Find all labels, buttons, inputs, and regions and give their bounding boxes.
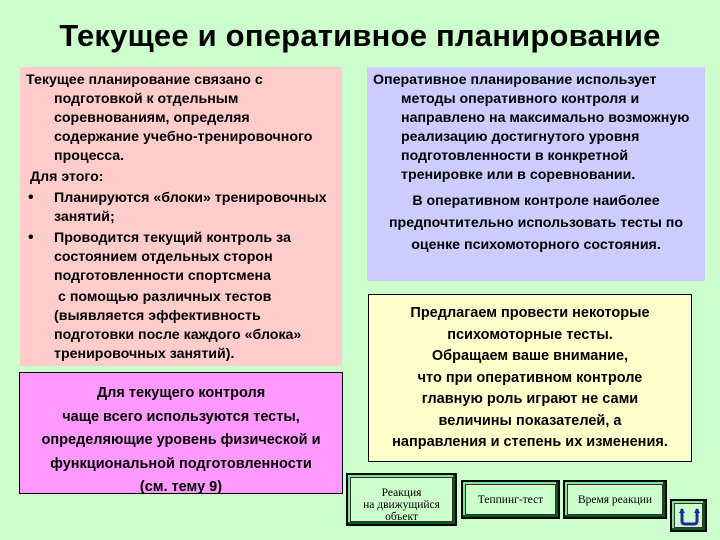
return-button[interactable] — [670, 499, 707, 532]
operative-planning-text: Оперативное планирование использует методы оперативного контроля и направлено на максимально возможную реализацию достигнутого уровня подготовленности в конкретной тренировке или в соревновании. — [373, 72, 690, 183]
list-item — [26, 189, 336, 227]
bullet-icon: • — [28, 229, 34, 246]
control-line: Для текущего контроля — [96, 385, 266, 401]
current-planning-intro: Текущее планирование связано с подготовкой к отдельным соревнованиям, определяя содержание учебно-тренировочного процесса. — [26, 72, 313, 164]
suggestion-line: что при оперативном контроле — [417, 369, 643, 386]
list-item — [26, 229, 336, 286]
control-line: чаще всего используются тесты, — [62, 408, 300, 425]
suggestion-line: Предлагаем провести некоторые — [410, 305, 650, 321]
button-label-line: на движущийся — [363, 499, 440, 511]
control-line: определяющие уровень физической и — [41, 432, 321, 448]
reaction-time-label: Время реакции — [567, 484, 663, 515]
bullet-text: Планируются «блоки» тренировочных занятий; — [54, 190, 327, 225]
suggestion-line: Обращаем ваше внимание, — [431, 348, 629, 364]
current-control-box — [19, 372, 343, 494]
operative-planning-box — [367, 67, 705, 281]
current-planning-for-this: Для этого: — [30, 169, 104, 185]
operative-control-text: В оперативном контроле наиболее предпочтительно использовать тесты по оценке психомоторного состояния. — [388, 193, 684, 253]
current-planning-box — [20, 67, 342, 366]
button-label-line: Реакция — [381, 487, 422, 499]
suggestion-line: главную роль играют не сами — [421, 391, 639, 407]
suggestion-line: величины показателей, а — [438, 412, 622, 429]
button-label-line: объект — [385, 511, 418, 523]
suggestion-box — [368, 294, 692, 462]
reaction-time-button[interactable] — [563, 480, 667, 519]
control-line: функциональной подготовленности — [50, 455, 312, 472]
bullet-icon: • — [28, 189, 34, 206]
suggestion-line: направления и степень их изменения. — [392, 434, 668, 450]
tapping-test-label: Теппинг-тест — [465, 484, 556, 515]
current-planning-continuation: с помощью различных тестов (выявляется эффективность подготовки после каждого «блока» тренировочных занятий). — [54, 289, 302, 362]
bullet-text: Проводится текущий контроль за состоянием отдельных сторон подготовленности спортсмена — [54, 230, 291, 284]
control-line: (см. тему 9) — [139, 479, 223, 495]
page-title: Текущее и оперативное планирование — [59, 18, 661, 53]
return-arrow-icon — [678, 506, 700, 526]
reaction-moving-object-button[interactable] — [346, 473, 457, 526]
suggestion-line: психомоторные тесты. — [447, 326, 613, 343]
tapping-test-button[interactable] — [461, 480, 560, 519]
